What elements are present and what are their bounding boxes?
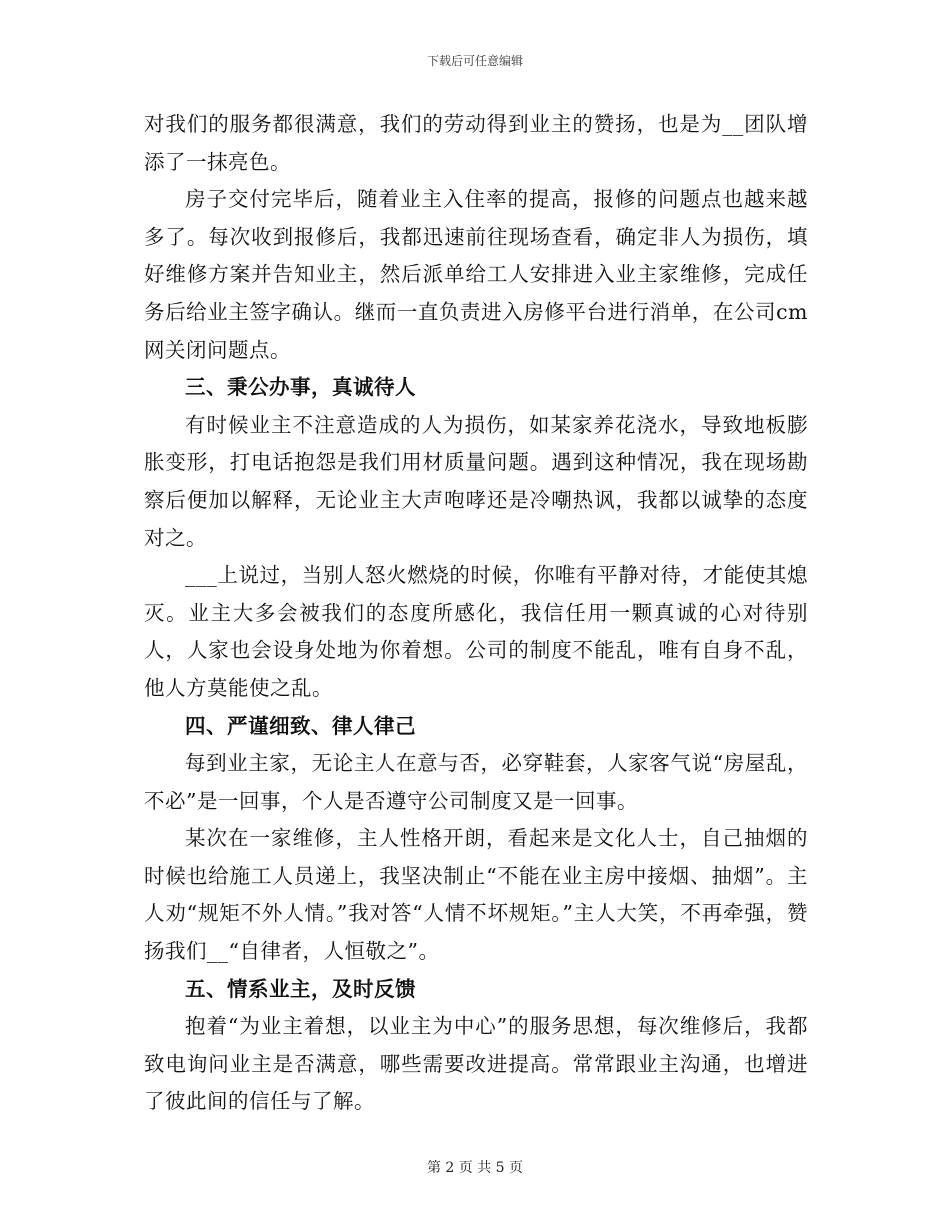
page-footer: 第 2 页 共 5 页 xyxy=(426,1160,524,1176)
page-header: 下载后可任意编辑 xyxy=(426,54,523,68)
section-heading-5: 五、情系业主，及时反馈 xyxy=(185,976,416,1001)
paragraph-2: 房子交付完毕后，随着业主入住率的提高，报修的问题点也越来越多了。每次收到报修后，我都迅速前往现场查看，确定非人为损伤，填好维修方案并告知业主，然后派单给工人安排进入业主家维修，完成任务后给业主签字确认。继而一直负责进入房修平台进行消单，在公司cm网关闭问题点。 xyxy=(144,187,808,362)
paragraph-3: 有时候业主不注意造成的人为损伤，如某家养花浇水，导致地板膨胀变形，打电话抱怨是我们用材质量问题。遇到这种情况，我在现场勘察后便加以解释，无论业主大声咆哮还是冷嘲热讽，我都以诚挚的态度对之。 xyxy=(144,412,808,550)
paragraph-1: 对我们的服务都很满意，我们的劳动得到业主的赞扬，也是为__团队增添了一抹亮色。 xyxy=(144,112,808,174)
document-body xyxy=(144,106,808,1121)
paragraph-5: 每到业主家，无论主人在意与否，必穿鞋套，人家客气说“房屋乱，不必”是一回事，个人是否遵守公司制度又是一回事。 xyxy=(144,751,808,813)
paragraph-4: ___上说过，当别人怒火燃烧的时候，你唯有平静对待，才能使其熄灭。业主大多会被我们的态度所感化，我信任用一颗真诚的心对待别人，人家也会设身处地为你着想。公司的制度不能乱，唯有自身不乱，他人方莫能使之乱。 xyxy=(144,563,808,700)
section-heading-3: 三、秉公办事，真诚待人 xyxy=(185,375,416,400)
paragraph-7: 抱着“为业主着想，以业主为中心”的服务思想，每次维修后，我都致电询问业主是否满意，哪些需要改进提高。常常跟业主沟通，也增进了彼此间的信任与了解。 xyxy=(144,1014,808,1114)
paragraph-6: 某次在一家维修，主人性格开朗，看起来是文化人士，自己抽烟的时候也给施工人员递上，我坚决制止“不能在业主房中接烟、抽烟”。主人劝“规矩不外人情。”我对答“人情不坏规矩。”主人大笑，不再牵强，赞扬我们__“自律者，人恒敬之”。 xyxy=(144,826,808,964)
section-heading-4: 四、严谨细致、律人律己 xyxy=(185,713,416,738)
